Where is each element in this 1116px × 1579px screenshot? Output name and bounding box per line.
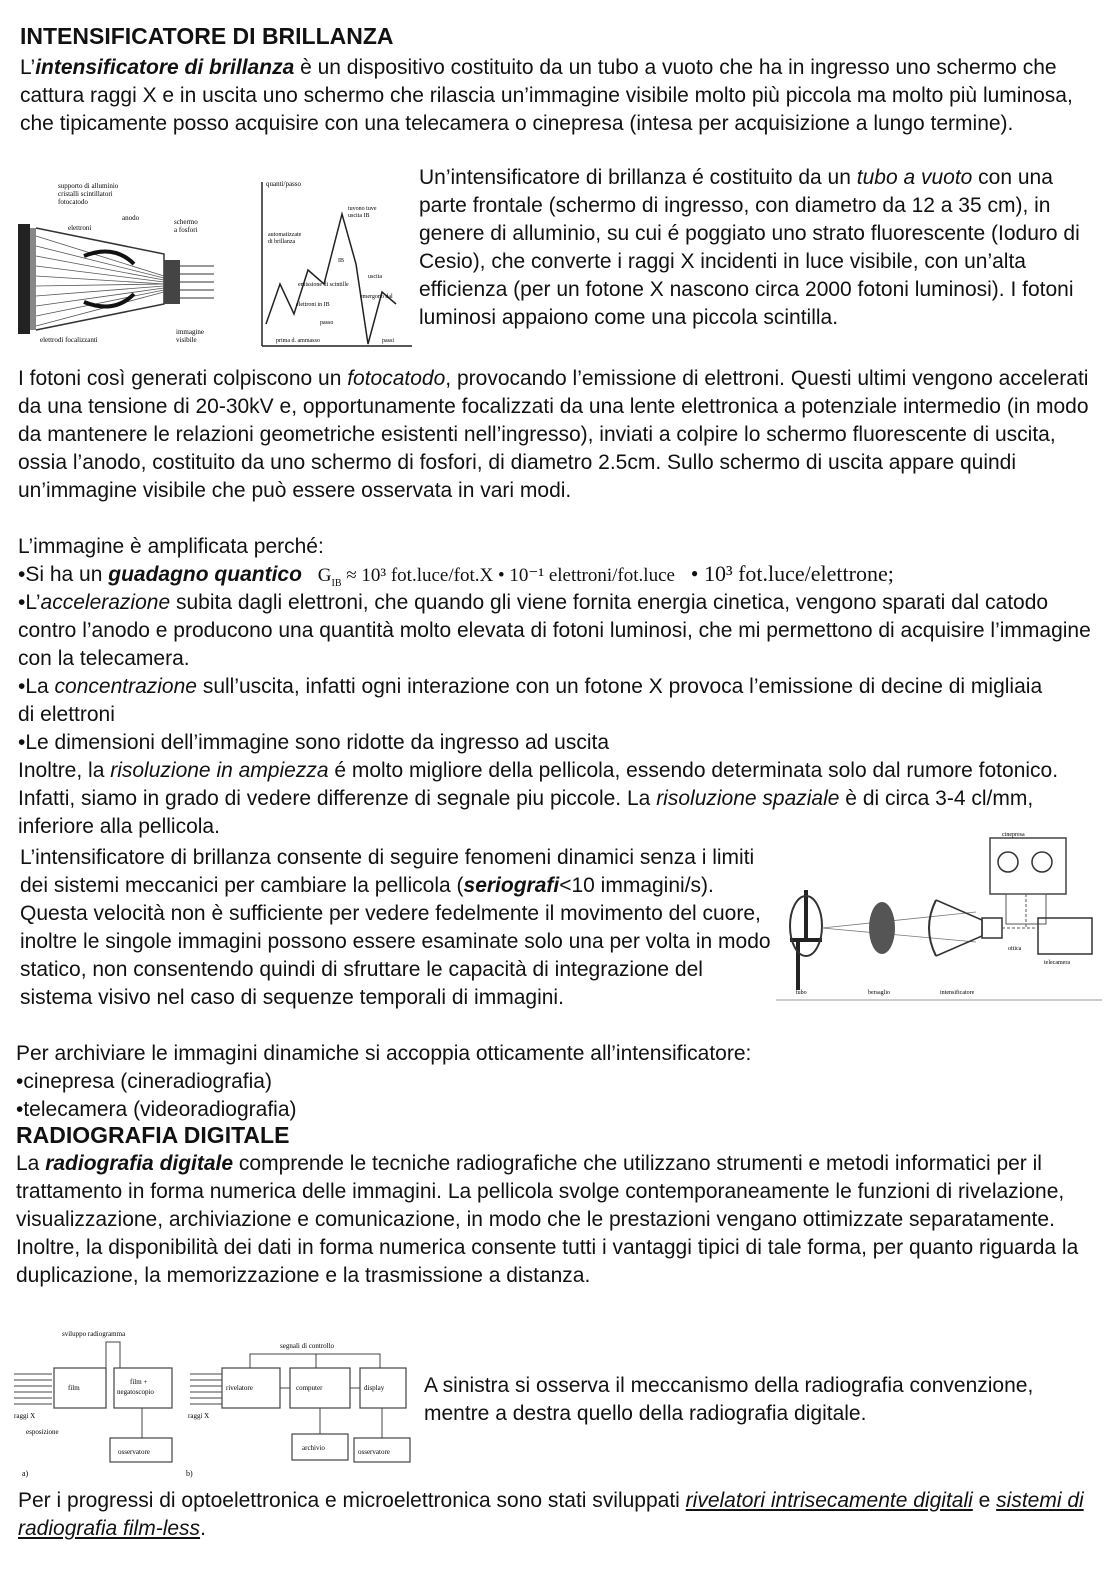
text: L’	[20, 56, 36, 79]
label-tubo: tubo	[796, 990, 807, 996]
text: e	[972, 1489, 997, 1512]
output-screen	[164, 260, 180, 304]
reel-left	[998, 852, 1018, 872]
text: I fotoni così generati colpiscono un	[18, 367, 348, 390]
gain-stage-svg	[256, 174, 414, 352]
section-title-intensificatore: INTENSIFICATORE DI BRILLANZA	[20, 23, 394, 49]
label-b: b)	[186, 1469, 193, 1478]
control-line	[250, 1354, 380, 1368]
dynamic-paragraph	[20, 844, 778, 1012]
tube-paragraph	[419, 164, 1091, 332]
focus-electrode-top	[84, 252, 134, 265]
gain-stage-figure	[256, 174, 414, 352]
develop-arrow	[106, 1342, 120, 1368]
formula-rest: ≈ 10³ fot.luce/fot.X • 10⁻¹ elettroni/fot.luce	[341, 565, 675, 586]
text: L’intensificatore di brillanza consente di seguire fenomeni dinamici senza i limiti dei sistemi meccanici per cambiare la pellicola (	[20, 846, 755, 897]
label-ottica: ottica	[1008, 946, 1022, 952]
reel-right	[1032, 852, 1052, 872]
resolution-paragraph	[18, 757, 1100, 841]
term: fotocatodo	[347, 367, 446, 390]
text: subita dagli elettroni, che quando gli viene fornita energia cinetica, vengono sparati dal catodo contro l’anodo e producono una quantità molto elevata di fotoni luminosi, che mi permettono di acquisire l’immagine con la telecamera.	[18, 591, 1091, 670]
label-visibile: visibile	[176, 336, 197, 344]
bullet-text: •Si ha un	[18, 563, 109, 586]
label-esposizione: esposizione	[26, 1428, 59, 1436]
section-title-radiografia: RADIOGRAFIA DIGITALE	[16, 1122, 290, 1148]
term: risoluzione in ampiezza	[110, 759, 329, 782]
label-display: display	[364, 1384, 385, 1392]
text: é molto migliore della pellicola, essendo determinata solo dal rumore fotonico. Infatti, siamo in grado di vedere differenze di segnale piu piccole. La	[18, 759, 1059, 810]
text: Un’intensificatore di brillanza é costituito da un	[419, 166, 857, 189]
text: <10 immagini/s). Questa velocità non è sufficiente per vedere fedelmente il movimento del cuore, inoltre le singole immagini possono essere esaminate solo una per volta in modo statico, non consentendo quindi di sfruttare le capacità di integrazione del sistema visivo nel caso di sequenze temporali di immagini.	[20, 874, 771, 1009]
label-raggi-b: raggi X	[188, 1412, 210, 1420]
label-fosfori: a fosfori	[174, 226, 198, 234]
term: tubo a vuoto	[856, 166, 973, 189]
label-intensificatore: intensificatore	[940, 990, 975, 996]
label-sviluppo: sviluppo radiogramma	[62, 1330, 126, 1338]
beam-top	[822, 928, 976, 942]
beam-bottom	[822, 912, 976, 928]
cine-line: •cinepresa (cineradiografia)	[16, 1070, 272, 1093]
scintillator-layer	[30, 228, 36, 330]
label-automatizzate: automatizzate	[268, 232, 302, 238]
tube-outline	[36, 228, 164, 330]
gain-formula-tail: • 10³ fot.luce/elettrone;	[690, 561, 894, 586]
label-computer: computer	[296, 1384, 323, 1392]
label-elettroni-ib: elettroni in IB	[296, 302, 330, 308]
label-ing2: emissione di scintille	[298, 282, 349, 288]
label-cristalli: cristalli scintillatori	[58, 190, 113, 198]
label-telecamera: telecamera	[1044, 960, 1070, 966]
concentration-paragraph	[18, 673, 1058, 729]
radiography-comparison-figure	[10, 1326, 414, 1480]
term: concentrazione	[54, 675, 197, 698]
label-film2: film +	[130, 1378, 148, 1386]
term: intensificatore di brillanza	[35, 56, 295, 79]
film-box	[54, 1368, 106, 1408]
label-segnali: segnali di controllo	[280, 1342, 335, 1350]
label-osservatore-b: osservatore	[358, 1448, 390, 1456]
label-supporto: supporto di alluminio	[58, 182, 119, 190]
text: è un dispositivo costituito da un tubo a vuoto che ha in ingresso uno schermo che cattura raggi X e in uscita uno schermo che rilascia un’immagine visibile molto più piccola ma molto più luminosa, che tipicamente posso acquisire con una telecamera o cinepresa (intesa per acquisizione a lungo termine).	[20, 56, 1073, 135]
label-film: film	[68, 1384, 80, 1392]
label-qualche: emergono dal	[360, 294, 393, 300]
label-archivio: archivio	[302, 1444, 325, 1452]
label-brillanza: di brillanza	[268, 239, 296, 245]
final-paragraph	[18, 1487, 1094, 1543]
acceleration-paragraph	[18, 589, 1098, 673]
label-schermo: schermo	[174, 218, 198, 226]
label-passi: passi	[382, 338, 394, 344]
text: comprende le tecniche radiografiche che utilizzano strumenti e metodi informatici per il trattamento in forma numerica delle immagini. La pellicola svolge contemporaneamente le funzioni di rivelazione, visualizzazione, archiviazione e comunicazione, in modo che le prestazioni vengano ottimizzate separatamente. Inoltre, la disponibilità dei dati in forma numerica consente tutti i vantaggi tipici di tale forma, per quanto riguarda la duplicazione, la memorizzazione e la trasmissione a distanza.	[16, 1152, 1079, 1287]
label-cella: uscita IB	[348, 213, 370, 219]
text: •L’	[18, 591, 41, 614]
label-elettroni: elettroni	[68, 224, 92, 232]
label-cinepresa: cinepresa	[1002, 832, 1025, 838]
term: accelerazione	[40, 591, 171, 614]
formula-symbol: G	[317, 565, 332, 586]
tele-line: •telecamera (videoradiografia)	[16, 1098, 297, 1121]
label-negatoscopio: negatoscopio	[117, 1388, 154, 1396]
xray-arrows-b	[190, 1374, 222, 1404]
digital-paragraph	[16, 1150, 1098, 1290]
label-osservatore-a: osservatore	[118, 1448, 150, 1456]
term-link: sistemi di radiografia film-less	[18, 1489, 1084, 1540]
camera-box	[990, 838, 1066, 894]
label-raggi-a: raggi X	[14, 1412, 36, 1420]
output-rays	[180, 266, 214, 298]
figure-caption: A sinistra si osserva il meccanismo della radiografia convenzione, mentre a destra quello della radiografia digitale.	[424, 1374, 1034, 1425]
text: è di circa 3-4 cl/mm, inferiore alla pellicola.	[18, 787, 1034, 838]
formula-sub: IB	[331, 577, 342, 589]
text: Inoltre, la	[18, 759, 111, 782]
gain-formula	[317, 565, 675, 589]
target-object	[869, 902, 895, 954]
label-bersaglio: bersaglio	[868, 990, 890, 996]
label-bord: uscita	[368, 274, 382, 280]
input-screen	[18, 224, 30, 334]
amplified-line: L’immagine è amplificata perché:	[18, 535, 324, 558]
intensifier-tube-svg	[14, 174, 254, 352]
radiography-comparison-svg	[10, 1326, 414, 1480]
intensifier-input	[929, 900, 936, 956]
xray-arrows-a	[14, 1374, 52, 1404]
dimensions-line: •Le dimensioni dell’immagine sono ridotte da ingresso ad uscita	[18, 731, 610, 754]
text: La	[16, 1152, 46, 1175]
label-xlab: passo	[320, 320, 334, 326]
text: , provocando l’emissione di elettroni. Questi ultimi vengono accelerati da una tensione di 20-30kV e, opportunamente focalizzati da una lente elettronica a potenziale intermedio (in modo da mantenere le relazioni geometriche esistenti nell’ingresso), inviati a colpire lo schermo fluorescente di uscita, ossia l’anodo, costituito da uno schermo di fosfori, di diametro 2.5cm. Sullo schermo di uscita appare quindi un’immagine visibile che può essere osservata in vari modi.	[18, 367, 1089, 502]
term: seriografi	[463, 874, 560, 897]
label-elettrodi: elettrodi focalizzanti	[40, 336, 98, 344]
photocathode-paragraph	[18, 365, 1100, 505]
label-fotocatodo: fotocatodo	[58, 198, 88, 206]
archive-line: Per archiviare le immagini dinamiche si accoppia otticamente all’intensificatore:	[16, 1042, 752, 1065]
label-tubo: tuvono tuve	[348, 206, 377, 212]
term: guadagno quantico	[108, 563, 302, 586]
intensifier-tube-figure	[14, 174, 254, 352]
text: .	[200, 1517, 206, 1540]
label-rivelatore: rivelatore	[226, 1384, 253, 1392]
text: Per i progressi di optoelettronica e microelettronica sono stati sviluppati	[18, 1489, 686, 1512]
term: risoluzione spaziale	[656, 787, 840, 810]
label-immagine: immagine	[176, 328, 204, 336]
label-anodo: anodo	[122, 214, 140, 222]
intensifier-body	[936, 900, 982, 956]
fluoroscopy-system-svg	[776, 830, 1102, 1006]
fluoroscopy-system-figure	[776, 830, 1102, 1006]
intro-paragraph	[20, 54, 1096, 138]
label-mm: IB	[338, 258, 344, 264]
text: sull’uscita, infatti ogni interazione con un fotone X provoca l’emissione di decine di migliaia di elettroni	[18, 675, 1043, 726]
text: •La	[18, 675, 55, 698]
term: radiografia digitale	[45, 1152, 234, 1175]
label-ing: prima d. ammasso	[276, 338, 320, 344]
label-quanti: quanti/passo	[266, 180, 301, 188]
label-a: a)	[22, 1469, 29, 1478]
output-optics	[982, 918, 1002, 938]
text: con una parte frontale (schermo di ingresso, con diametro da 12 a 35 cm), in genere di alluminio, su cui é poggiato uno strato fluorescente (Ioduro di Cesio), che converte i raggi X incidenti in luce visibile, con un’alta efficienza (per un fotone X nascono circa 2000 fotoni luminosi). I fotoni luminosi appaiono come una piccola scintilla.	[419, 166, 1080, 329]
term-link: rivelatori intrisecamente digitali	[685, 1489, 973, 1512]
